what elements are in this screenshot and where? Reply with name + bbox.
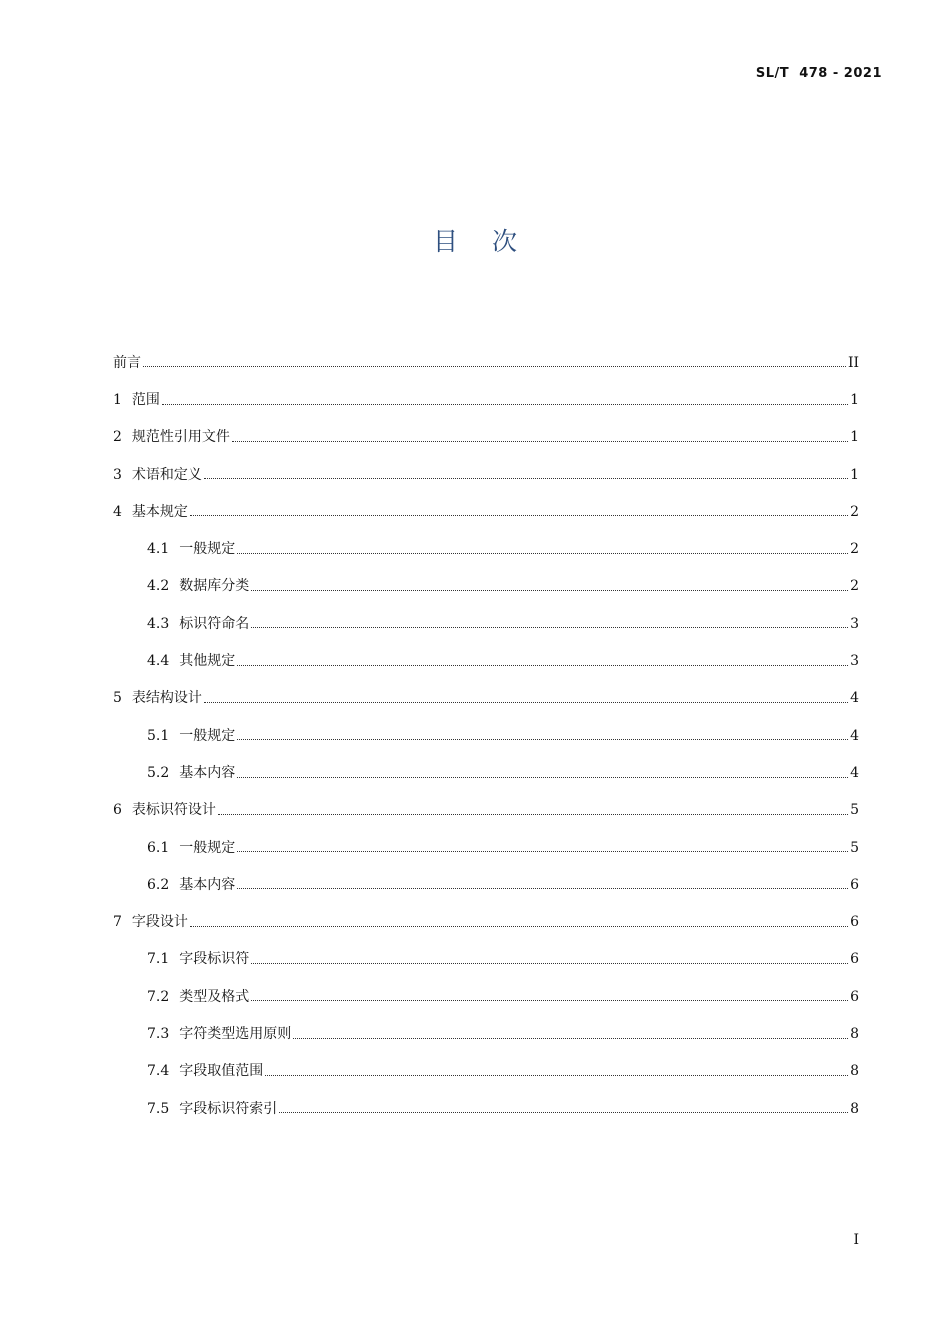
toc-entry-page: 4 [850, 727, 859, 744]
toc-entry-page: 4 [850, 764, 859, 781]
toc-entry-number: 6.1 [147, 839, 170, 856]
table-of-contents [113, 344, 859, 1127]
toc-entry-label: 基本内容 [179, 764, 236, 781]
toc-entry-page: II [847, 354, 859, 371]
dot-leader [162, 403, 848, 405]
toc-entry[interactable] [113, 754, 859, 791]
dot-leader [218, 813, 848, 815]
toc-entry-number: 4.3 [147, 615, 170, 632]
toc-entry[interactable] [113, 530, 859, 567]
toc-entry-page: 2 [850, 541, 859, 558]
dot-leader [232, 440, 848, 442]
toc-entry-number: 6 [113, 802, 122, 819]
toc-entry-page: 6 [850, 914, 859, 931]
toc-entry-page: 8 [850, 1100, 859, 1117]
page-title: 目次 [432, 227, 551, 256]
dot-leader [237, 776, 848, 778]
toc-entry-number: 1 [113, 391, 122, 408]
toc-entry-label: 一般规定 [179, 839, 236, 856]
toc-entry-page: 1 [850, 429, 859, 446]
toc-entry-page: 2 [850, 503, 859, 520]
toc-entry-label: 范围 [131, 391, 160, 408]
dot-leader [265, 1074, 848, 1076]
toc-entry-label: 前言 [113, 354, 141, 371]
dot-leader [293, 1037, 848, 1039]
toc-entry-label: 字符类型选用原则 [179, 1025, 292, 1042]
toc-entry[interactable] [113, 605, 859, 642]
toc-entry-label: 术语和定义 [131, 466, 202, 483]
toc-entry-page: 6 [850, 988, 859, 1005]
toc-entry-label: 字段标识符 [179, 951, 250, 968]
toc-entry-number: 7.4 [147, 1063, 170, 1080]
toc-entry-label: 字段取值范围 [179, 1063, 264, 1080]
toc-entry[interactable] [113, 829, 859, 866]
toc-entry-number: 3 [113, 466, 122, 483]
toc-entry-label: 标识符命名 [179, 615, 250, 632]
dot-leader [251, 589, 848, 591]
toc-entry[interactable] [113, 642, 859, 679]
toc-entry-page: 2 [850, 578, 859, 595]
toc-entry-label: 其他规定 [179, 653, 236, 670]
toc-entry-number: 4.4 [147, 653, 170, 670]
toc-entry-number: 4.2 [147, 578, 170, 595]
dot-leader [237, 887, 848, 889]
toc-entry-number: 5.1 [147, 727, 170, 744]
page-number: I [853, 1232, 859, 1248]
toc-entry[interactable] [113, 717, 859, 754]
toc-entry-label: 字段标识符索引 [179, 1100, 278, 1117]
dot-leader [237, 552, 848, 554]
toc-entry-number: 2 [113, 429, 122, 446]
toc-entry[interactable] [113, 381, 859, 418]
toc-entry-page: 8 [850, 1063, 859, 1080]
toc-entry-label: 类型及格式 [179, 988, 250, 1005]
toc-entry-page: 5 [850, 802, 859, 819]
toc-entry[interactable] [113, 941, 859, 978]
toc-entry[interactable] [113, 456, 859, 493]
toc-entry-label: 数据库分类 [179, 578, 250, 595]
toc-entry[interactable] [113, 903, 859, 940]
toc-entry-page: 6 [850, 876, 859, 893]
toc-entry[interactable] [113, 792, 859, 829]
toc-entry-page: 6 [850, 951, 859, 968]
toc-entry[interactable] [113, 978, 859, 1015]
toc-entry-label: 一般规定 [179, 541, 236, 558]
toc-entry-label: 表结构设计 [131, 690, 202, 707]
toc-entry-number: 7.2 [147, 988, 170, 1005]
toc-entry-page: 3 [850, 653, 859, 670]
toc-entry-page: 1 [850, 466, 859, 483]
toc-entry-number: 5.2 [147, 764, 170, 781]
toc-entry[interactable] [113, 568, 859, 605]
dot-leader [237, 738, 848, 740]
toc-entry-number: 7.5 [147, 1100, 170, 1117]
dot-leader [143, 365, 846, 367]
toc-entry-number: 5 [113, 690, 122, 707]
dot-leader [204, 701, 848, 703]
toc-entry[interactable] [113, 1090, 859, 1127]
toc-entry[interactable] [113, 344, 859, 381]
dot-leader [204, 477, 848, 479]
toc-entry-label: 基本内容 [179, 876, 236, 893]
toc-entry[interactable] [113, 866, 859, 903]
toc-entry-page: 8 [850, 1025, 859, 1042]
toc-entry-label: 规范性引用文件 [131, 429, 230, 446]
toc-entry-page: 3 [850, 615, 859, 632]
toc-entry-label: 一般规定 [179, 727, 236, 744]
dot-leader [190, 925, 848, 927]
dot-leader [190, 514, 848, 516]
toc-entry[interactable] [113, 1015, 859, 1052]
toc-entry-label: 基本规定 [131, 503, 188, 520]
toc-entry[interactable] [113, 1053, 859, 1090]
dot-leader [237, 850, 848, 852]
dot-leader [237, 664, 848, 666]
dot-leader [251, 962, 848, 964]
toc-entry-page: 5 [850, 839, 859, 856]
toc-entry[interactable] [113, 493, 859, 530]
toc-entry-label: 字段设计 [131, 914, 188, 931]
toc-entry-number: 6.2 [147, 876, 170, 893]
toc-entry-number: 4 [113, 503, 122, 520]
toc-entry-number: 7.3 [147, 1025, 170, 1042]
toc-entry-number: 7.1 [147, 951, 170, 968]
toc-entry-number: 4.1 [147, 541, 170, 558]
toc-entry-page: 1 [850, 391, 859, 408]
dot-leader [279, 1111, 848, 1113]
dot-leader [251, 999, 848, 1001]
standard-code: SL/T 478 - 2021 [755, 66, 882, 81]
toc-entry-label: 表标识符设计 [131, 802, 216, 819]
toc-entry[interactable] [113, 680, 859, 717]
dot-leader [251, 626, 848, 628]
toc-entry[interactable] [113, 419, 859, 456]
toc-entry-page: 4 [850, 690, 859, 707]
toc-entry-number: 7 [113, 914, 122, 931]
